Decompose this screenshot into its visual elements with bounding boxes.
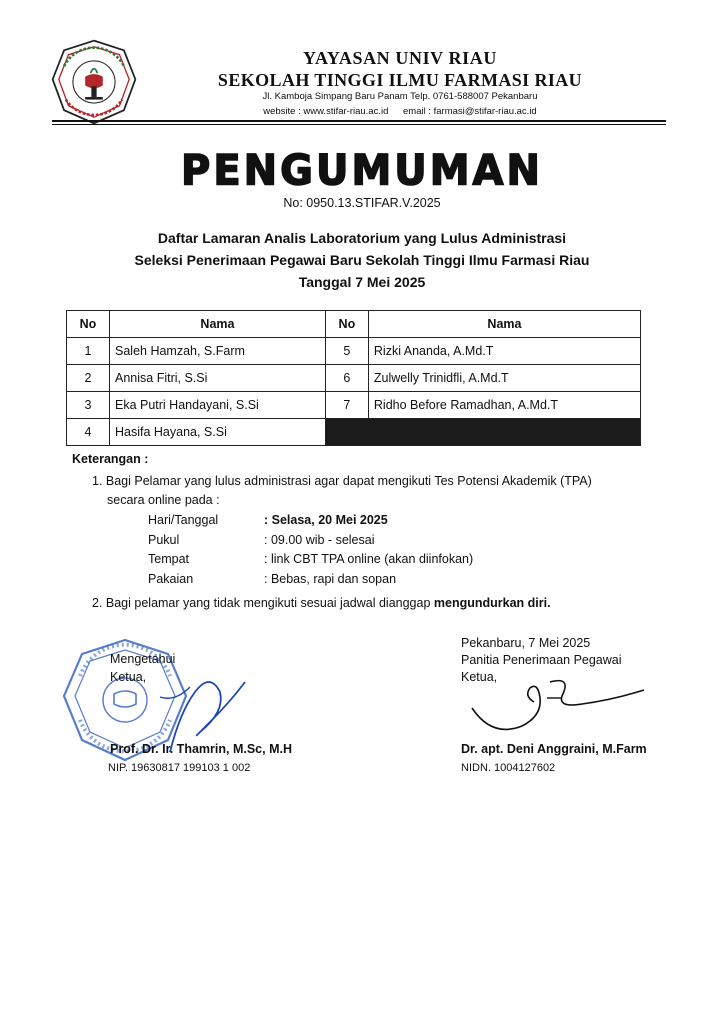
- header-no-right: No: [325, 311, 368, 338]
- header-name-right: Nama: [368, 311, 640, 338]
- row-no: 5: [325, 338, 368, 365]
- left-signer-name: Prof. Dr. Ir. Thamrin, M.Sc, M.H: [110, 742, 292, 756]
- title-line1: Daftar Lamaran Analis Laboratorium yang Lulus Administrasi: [157, 230, 567, 246]
- detail-value: : 09.00 wib - selesai: [264, 533, 375, 547]
- left-signer-nip: NIP. 19630817 199103 1 002: [108, 762, 251, 774]
- row-name: Annisa Fitri, S.Si: [110, 365, 326, 392]
- detail-label: Pukul: [148, 533, 180, 547]
- table-row: [67, 365, 641, 392]
- row-name: Saleh Hamzah, S.Farm: [110, 338, 326, 365]
- org-address: Jl. Kamboja Simpang Baru Panam Telp. 0761-588007 Pekanbaru: [262, 91, 538, 102]
- note-item1-line1: 1. Bagi Pelamar yang lulus administrasi agar dapat mengikuti Tes Potensi Akademik (TPA): [92, 474, 592, 488]
- sign-role: Ketua,: [461, 670, 498, 684]
- note-item2: [92, 596, 551, 610]
- detail-row-date: [148, 513, 388, 527]
- document-number: No: 0950.13.STIFAR.V.2025: [283, 196, 441, 210]
- detail-row-dress: [148, 572, 396, 586]
- row-name: Hasifa Hayana, S.Si: [110, 419, 326, 446]
- row-name: Ridho Before Ramadhan, A.Md.T: [368, 392, 640, 419]
- detail-value: : link CBT TPA online (akan diinfokan): [264, 552, 474, 566]
- detail-row-time: [148, 533, 374, 547]
- applicant-table: [66, 310, 641, 446]
- org-line2: SEKOLAH TINGGI ILMU FARMASI RIAU: [217, 70, 583, 90]
- title-line2: Seleksi Penerimaan Pegawai Baru Sekolah Tinggi Ilmu Farmasi Riau: [134, 252, 590, 268]
- note-item2-text: 2. Bagi pelamar yang tidak mengikuti sesuai jadwal dianggap: [92, 596, 434, 610]
- title-line3: Tanggal 7 Mei 2025: [298, 274, 426, 290]
- row-name: Zulwelly Trinidfli, A.Md.T: [368, 365, 640, 392]
- right-signature: [462, 668, 652, 740]
- header-rule-thin: [52, 124, 666, 125]
- announcement-heading-text: PENGUMUMAN: [181, 146, 543, 196]
- right-signer-nidn: NIDN. 1004127602: [461, 762, 556, 774]
- institution-logo: [50, 38, 138, 126]
- row-no: 3: [67, 392, 110, 419]
- detail-value: : Bebas, rapi dan sopan: [264, 572, 397, 586]
- org-email: email : farmasi@stifar-riau.ac.id: [403, 106, 537, 117]
- org-website: website : www.stifar-riau.ac.id: [263, 106, 389, 117]
- sign-committee: Panitia Penerimaan Pegawai: [461, 653, 622, 667]
- left-sign-line1: Mengetahui: [110, 652, 176, 666]
- table-row: [67, 338, 641, 365]
- detail-label: Hari/Tanggal: [148, 513, 219, 527]
- header-rule-thick: [52, 120, 666, 122]
- table-header-row: [67, 311, 641, 338]
- row-no: 7: [325, 392, 368, 419]
- note-item2-bold: mengundurkan diri.: [433, 596, 551, 610]
- left-sign-line2: Ketua,: [110, 670, 147, 684]
- detail-row-place: [148, 552, 473, 566]
- detail-label: Pakaian: [148, 572, 194, 586]
- sign-place-date: Pekanbaru, 7 Mei 2025: [461, 636, 591, 650]
- announcement-heading: [150, 147, 574, 195]
- row-no: 1: [67, 338, 110, 365]
- row-name: Rizki Ananda, A.Md.T: [368, 338, 640, 365]
- empty-filled-cell: [325, 419, 640, 446]
- header-name-left: Nama: [110, 311, 326, 338]
- row-no: 6: [325, 365, 368, 392]
- row-no: 4: [67, 419, 110, 446]
- row-no: 2: [67, 365, 110, 392]
- detail-value: : Selasa, 20 Mei 2025: [264, 513, 388, 527]
- notes-label: Keterangan :: [72, 452, 149, 466]
- org-line1: YAYASAN UNIV RIAU: [303, 48, 497, 68]
- org-contact: [150, 106, 650, 117]
- row-name: Eka Putri Handayani, S.Si: [110, 392, 326, 419]
- note-item1-line2: secara online pada :: [107, 493, 220, 507]
- header-no-left: No: [67, 311, 110, 338]
- table-row: [67, 419, 641, 446]
- detail-label: Tempat: [148, 552, 189, 566]
- table-row: [67, 392, 641, 419]
- right-signer-name: Dr. apt. Deni Anggraini, M.Farm: [461, 742, 647, 756]
